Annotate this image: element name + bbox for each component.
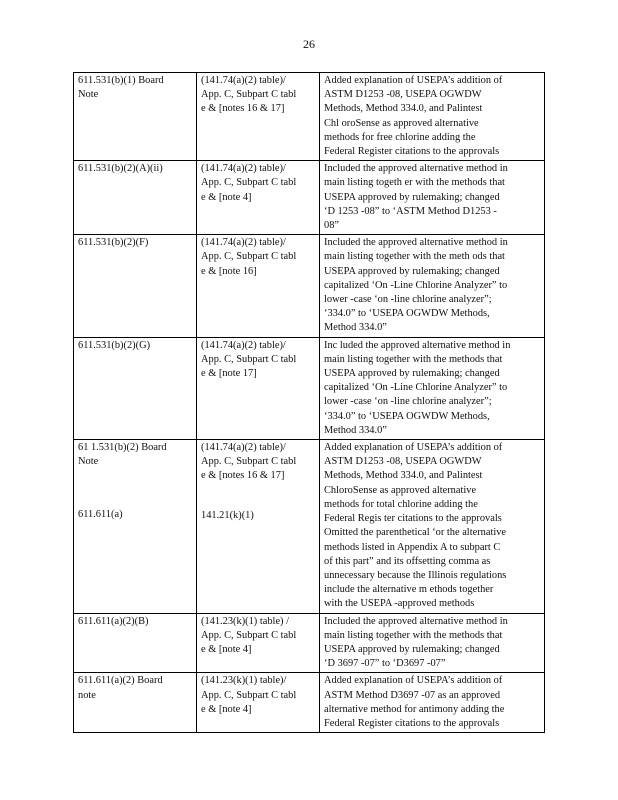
description-cell: Added explanation of USEPA’s addition of ASTM Method D3697 -07 as an approved alternative method for antimony adding the Federal Register citations to the approvals [320,673,545,733]
table-row [74,161,545,235]
table-row [74,673,545,733]
federal-source-cell-secondary: 141.21(k)(1) [201,509,254,521]
table-row [74,613,545,673]
table-row [74,235,545,337]
federal-source-cell: (141.23(k)(1) table) / App. C, Subpart C tabl e & [note 4] [197,613,320,673]
description-cell: Inc luded the approved alternative method in main listing together with the methods that USEPA approved by rulemaking; changed capitalized ‘On -Line Chlorine Analyzer” to lower -case ‘on -line chlorine analyzer”; ‘334.0” to ‘USEPA OGWDW Methods, Method 334.0” [320,337,545,439]
section-cell: 611.611(a)(2) Board note [74,673,197,733]
description-cell-secondary: Omitted the parenthetical ‘or the alternative methods listed in Appendix A to subpart C of this part” and its offsetting comma as unnecessary because the Illinois regulations include the alternative m ethods together with the USEPA -approved methods [324,527,507,610]
page-number: 26 [303,37,315,51]
section-cell: 611.531(b)(2)(G) [74,337,197,439]
federal-source-cell: (141.23(k)(1) table)/ App. C, Subpart C tabl e & [note 4] [197,673,320,733]
section-cell: 611.531(b)(1) Board Note [74,73,197,161]
federal-source-cell: (141.74(a)(2) table)/ App. C, Subpart C tabl e & [note 17] [197,337,320,439]
section-cell: 611.611(a)(2)(B) [74,613,197,673]
table-row [74,73,545,161]
section-cell-secondary: 611.611(a) [78,509,123,521]
revisions-table [73,72,545,733]
table-row [74,337,545,439]
description-cell: Included the approved alternative method in main listing together with the meth ods that USEPA approved by rulemaking; changed capitalized ‘On -Line Chlorine Analyzer” to lower -case ‘on -line chlorine analyzer”; ‘334.0” to ‘USEPA OGWDW Methods, Method 334.0” [320,235,545,337]
federal-source-cell: (141.74(a)(2) table)/ App. C, Subpart C tabl e & [notes 16 & 17] [197,73,320,161]
federal-source-cell: (141.74(a)(2) table)/ App. C, Subpart C tabl e & [note 16] [197,235,320,337]
federal-source-cell: (141.74(a)(2) table)/ App. C, Subpart C tabl e & [note 4] [197,161,320,235]
description-cell: Added explanation of USEPA’s addition of ASTM D1253 -08, USEPA OGWDW Methods, Method 334.0, and Palintest ChloroSense as approved alternative methods for total chlorine adding the Federal Regis ter citations to the approvals Omitted the parenthetical ‘or the alternative methods listed in Appendix A to subpart C of this part” and its offsetting comma as unnecessary because the Illinois regulations include the alternative m ethods together with the USEPA -approved methods [320,440,545,613]
section-cell: 611.531(b)(2)(A)(ii) [74,161,197,235]
description-cell: Included the approved alternative method in main listing togeth er with the methods that USEPA approved by rulemaking; changed ‘D 1253 -08” to ‘ASTM Method D1253 - 08” [320,161,545,235]
description-cell: Included the approved alternative method in main listing together with the methods that USEPA approved by rulemaking; changed ‘D 3697 -07” to ‘D3697 -07” [320,613,545,673]
section-cell: 611.531(b)(2)(F) [74,235,197,337]
federal-source-cell: (141.74(a)(2) table)/ App. C, Subpart C tabl e & [notes 16 & 17] 141.21(k)(1) [197,440,320,613]
description-cell: Added explanation of USEPA’s addition of ASTM D1253 -08, USEPA OGWDW Methods, Method 334.0, and Palintest Chl oroSense as approved alternative methods for free chlorine adding the Federal Register citations to the approvals [320,73,545,161]
section-cell: 61 1.531(b)(2) Board Note 611.611(a) [74,440,197,613]
table-row [74,440,545,613]
